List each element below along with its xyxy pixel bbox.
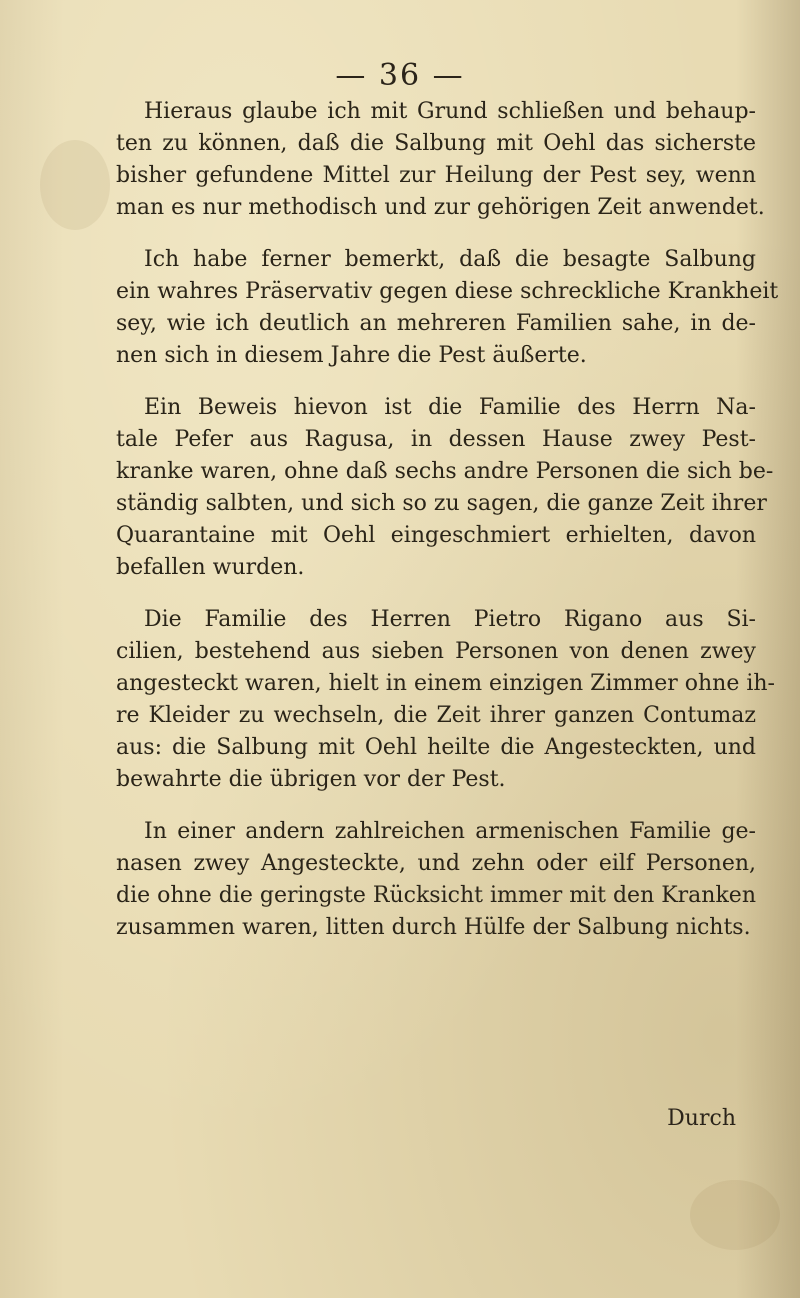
- text-line: Die Familie des Herren Pietro Rigano aus Si-: [144, 607, 756, 632]
- body-text: [116, 96, 779, 964]
- paragraph: [116, 392, 774, 584]
- text-line: In einer andern zahlreichen armenischen Familie ge-: [144, 819, 756, 844]
- paragraph: [116, 816, 756, 944]
- text-line: angesteckt waren, hielt in einem einzigen Zimmer ohne ih-: [116, 671, 775, 696]
- paper-stain: [690, 1180, 780, 1250]
- text-line: bisher gefundene Mittel zur Heilung der Pest sey, wenn: [116, 163, 756, 188]
- page-number: — 36 —: [335, 58, 465, 93]
- text-line: tale Pefer aus Ragusa, in dessen Hause zwey Pest-: [116, 427, 756, 452]
- text-line: Ich habe ferner bemerkt, daß die besagte Salbung: [144, 247, 756, 272]
- paragraph: [116, 244, 779, 372]
- text-line: die ohne die geringste Rücksicht immer mit den Kranken: [116, 883, 756, 908]
- text-line: befallen wurden.: [116, 555, 305, 580]
- text-line: sey, wie ich deutlich an mehreren Familien sahe, in de-: [116, 311, 756, 336]
- paper-stain: [40, 140, 110, 230]
- text-line: kranke waren, ohne daß sechs andre Personen die sich be-: [116, 459, 774, 484]
- text-line: Ein Beweis hievon ist die Familie des Herrn Na-: [144, 395, 756, 420]
- text-line: ein wahres Präservativ gegen diese schreckliche Krankheit: [116, 279, 779, 304]
- text-line: bewahrte die übrigen vor der Pest.: [116, 767, 506, 792]
- text-line: ten zu können, daß die Salbung mit Oehl das sicherste: [116, 131, 756, 156]
- text-line: cilien, bestehend aus sieben Personen von denen zwey: [116, 639, 756, 664]
- paragraph: [116, 96, 765, 224]
- text-line: Hieraus glaube ich mit Grund schließen und behaup-: [144, 99, 756, 124]
- text-line: man es nur methodisch und zur gehörigen Zeit anwendet.: [116, 195, 765, 220]
- text-line: nasen zwey Angesteckte, und zehn oder eilf Personen,: [116, 851, 756, 876]
- text-line: re Kleider zu wechseln, die Zeit ihrer ganzen Contumaz: [116, 703, 756, 728]
- text-line: Quarantaine mit Oehl eingeschmiert erhielten, davon: [116, 523, 756, 548]
- text-line: nen sich in diesem Jahre die Pest äußerte.: [116, 343, 587, 368]
- paragraph: [116, 604, 775, 796]
- text-line: ständig salbten, und sich so zu sagen, die ganze Zeit ihrer: [116, 491, 767, 516]
- catchword: Durch: [667, 1106, 736, 1131]
- text-line: aus: die Salbung mit Oehl heilte die Angesteckten, und: [116, 735, 756, 760]
- text-line: zusammen waren, litten durch Hülfe der Salbung nichts.: [116, 915, 751, 940]
